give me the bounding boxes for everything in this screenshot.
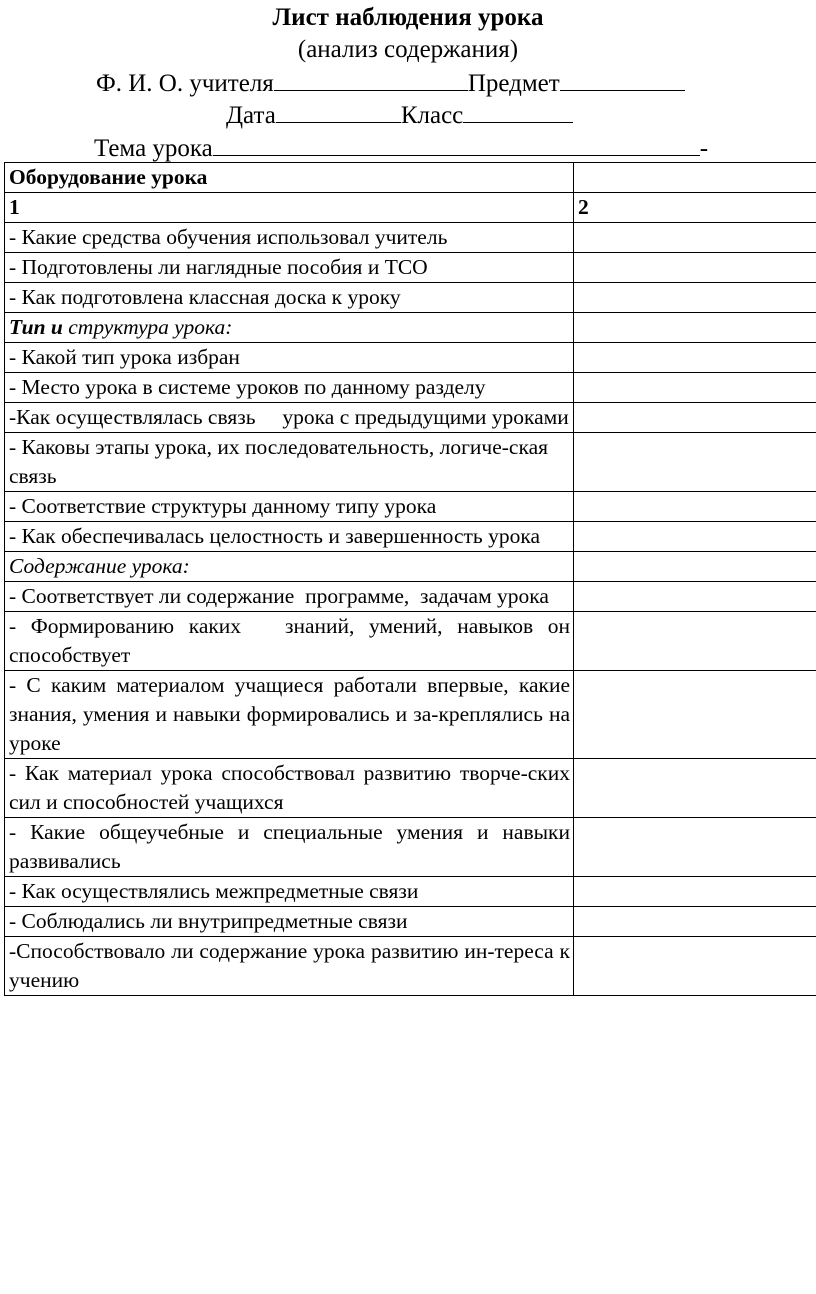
table-row bbox=[5, 671, 816, 759]
table-row bbox=[5, 193, 816, 223]
notes-cell[interactable] bbox=[574, 283, 816, 313]
teacher-label: Ф. И. О. учителя bbox=[96, 70, 274, 97]
criterion-cell: - Как осуществлялись межпредметные связи bbox=[5, 877, 574, 907]
class-blank bbox=[463, 98, 573, 123]
criterion-cell: - Какой тип урока избран bbox=[5, 343, 574, 373]
date-class-line bbox=[226, 98, 573, 132]
section-type-bold: Тип и bbox=[9, 315, 63, 339]
criterion-cell: - Как материал урока способствовал развитию творче-ских сил и способностей учащихся bbox=[5, 759, 574, 818]
criterion-cell: - Соответствует ли содержание программе, задачам урока bbox=[5, 582, 574, 612]
table-row bbox=[5, 343, 816, 373]
notes-cell[interactable] bbox=[574, 433, 816, 492]
teacher-blank bbox=[274, 66, 468, 91]
table-row bbox=[5, 373, 816, 403]
table-row bbox=[5, 818, 816, 877]
table-row bbox=[5, 433, 816, 492]
notes-cell[interactable] bbox=[574, 759, 816, 818]
criterion-cell: - Соблюдались ли внутрипредметные связи bbox=[5, 907, 574, 937]
section-type-italic: структура урока: bbox=[62, 315, 233, 339]
criterion-cell: - Каковы этапы урока, их последовательность, логиче-ская связь bbox=[5, 433, 574, 492]
notes-cell[interactable] bbox=[574, 612, 816, 671]
column-number-2: 2 bbox=[574, 193, 816, 223]
table-row bbox=[5, 403, 816, 433]
notes-cell[interactable] bbox=[574, 492, 816, 522]
criterion-cell: - Соответствие структуры данному типу урока bbox=[5, 492, 574, 522]
notes-cell[interactable] bbox=[574, 522, 816, 552]
table-row bbox=[5, 283, 816, 313]
notes-cell[interactable] bbox=[574, 163, 816, 193]
criterion-cell: - Подготовлены ли наглядные пособия и ТСО bbox=[5, 253, 574, 283]
notes-cell[interactable] bbox=[574, 223, 816, 253]
section-type-cell bbox=[5, 313, 574, 343]
criterion-cell: - Место урока в системе уроков по данному разделу bbox=[5, 373, 574, 403]
date-blank bbox=[276, 98, 401, 123]
document-subtitle: (анализ содержания) bbox=[297, 36, 519, 63]
notes-cell[interactable] bbox=[574, 373, 816, 403]
notes-cell[interactable] bbox=[574, 671, 816, 759]
notes-cell[interactable] bbox=[574, 313, 816, 343]
table-row bbox=[5, 163, 816, 193]
notes-cell[interactable] bbox=[574, 552, 816, 582]
notes-cell[interactable] bbox=[574, 818, 816, 877]
notes-cell[interactable] bbox=[574, 907, 816, 937]
notes-cell[interactable] bbox=[574, 937, 816, 996]
topic-blank bbox=[213, 131, 700, 156]
subject-label: Предмет bbox=[467, 70, 560, 97]
topic-trailing: - bbox=[699, 135, 709, 162]
topic-label: Тема урока bbox=[94, 135, 213, 162]
class-label: Класс bbox=[400, 102, 464, 129]
section-content-cell: Содержание урока: bbox=[5, 552, 574, 582]
criterion-cell: -Как осуществлялась связь урока с предыдущими уроками bbox=[5, 403, 574, 433]
table-row bbox=[5, 552, 816, 582]
observation-table bbox=[4, 162, 816, 996]
criterion-cell: - Какие средства обучения использовал учитель bbox=[5, 223, 574, 253]
table-row bbox=[5, 313, 816, 343]
criterion-cell: - Какие общеучебные и специальные умения и навыки развивались bbox=[5, 818, 574, 877]
table-row bbox=[5, 937, 816, 996]
table-row bbox=[5, 612, 816, 671]
criterion-cell: - С каким материалом учащиеся работали впервые, какие знания, умения и навыки формировались и за-креплялись на уроке bbox=[5, 671, 574, 759]
date-label: Дата bbox=[226, 102, 276, 129]
notes-cell[interactable] bbox=[574, 253, 816, 283]
table-row bbox=[5, 877, 816, 907]
notes-cell[interactable] bbox=[574, 343, 816, 373]
criterion-cell: -Способствовало ли содержание урока развитию ин-тереса к учению bbox=[5, 937, 574, 996]
section-equipment-cell: Оборудование урока bbox=[5, 163, 574, 193]
topic-line bbox=[94, 131, 708, 165]
teacher-subject-line bbox=[96, 66, 685, 100]
table-row bbox=[5, 582, 816, 612]
notes-cell[interactable] bbox=[574, 877, 816, 907]
document-title: Лист наблюдения урока bbox=[272, 4, 544, 31]
subject-blank bbox=[560, 66, 685, 91]
criterion-cell: - Как подготовлена классная доска к уроку bbox=[5, 283, 574, 313]
table-row bbox=[5, 522, 816, 552]
table-row bbox=[5, 223, 816, 253]
table-row bbox=[5, 492, 816, 522]
table-row bbox=[5, 759, 816, 818]
notes-cell[interactable] bbox=[574, 582, 816, 612]
notes-cell[interactable] bbox=[574, 403, 816, 433]
table-row bbox=[5, 907, 816, 937]
column-number-1: 1 bbox=[5, 193, 574, 223]
table-row bbox=[5, 253, 816, 283]
criterion-cell: - Как обеспечивалась целостность и завершенность урока bbox=[5, 522, 574, 552]
criterion-cell: - Формированию каких знаний, умений, навыков он способствует bbox=[5, 612, 574, 671]
